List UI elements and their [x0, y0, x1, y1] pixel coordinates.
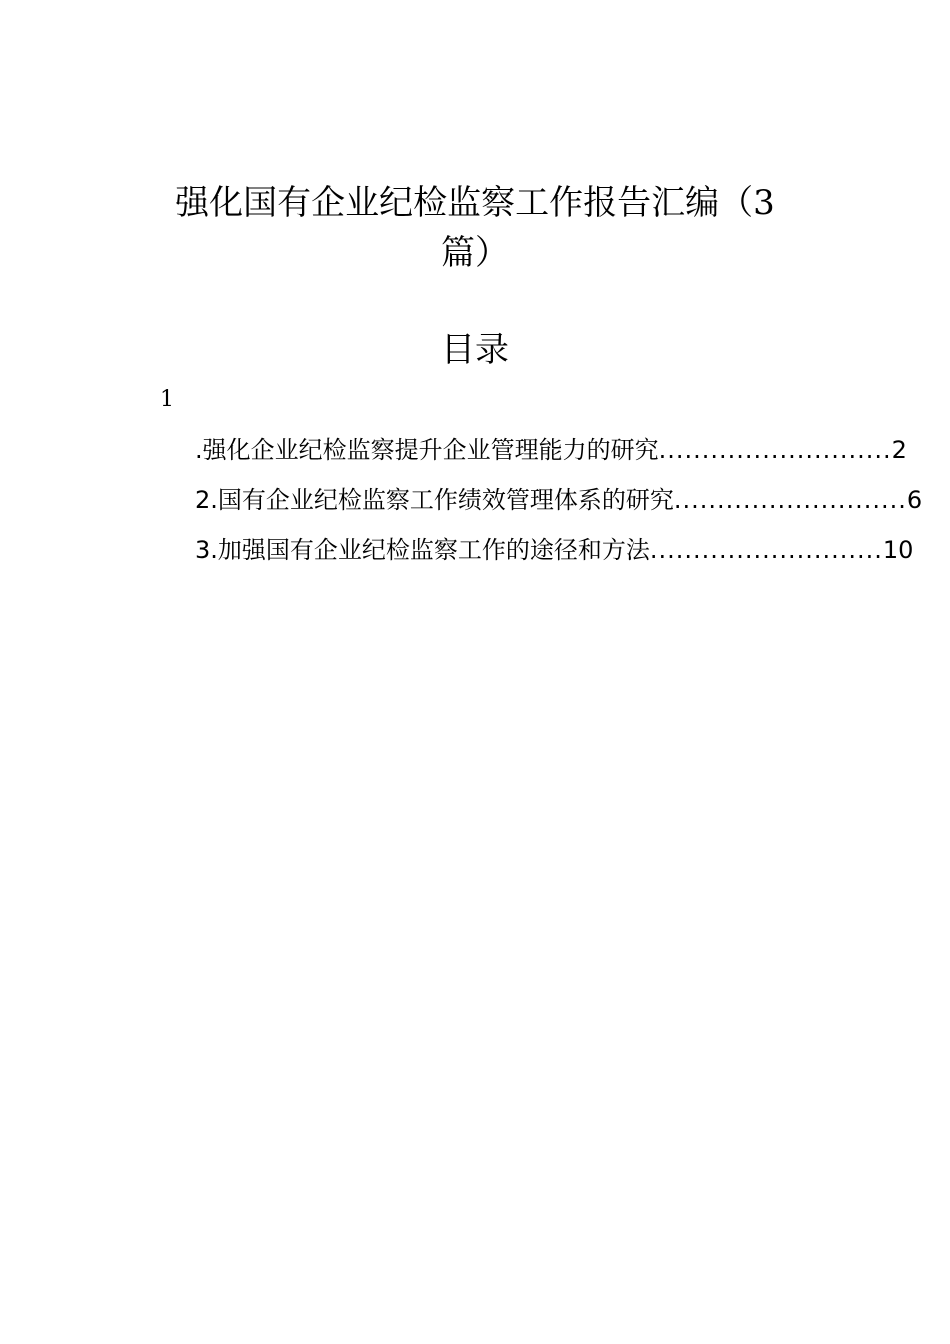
toc-entry-title: .强化企业纪检监察提升企业管理能力的研究	[195, 436, 659, 464]
title-line-2: 篇）	[441, 233, 509, 273]
toc-dot-leader: ...........................	[673, 486, 907, 514]
toc-entry-page: 6	[906, 486, 923, 514]
toc-entry-prefix: 3.	[195, 536, 218, 564]
table-of-contents	[195, 430, 923, 580]
toc-entry-title: 国有企业纪检监察工作绩效管理体系的研究	[217, 486, 674, 514]
toc-entry[interactable]	[195, 430, 907, 480]
toc-dot-leader: ...........................	[658, 436, 892, 464]
toc-entry[interactable]	[195, 530, 914, 580]
toc-entry-prefix: 2.	[195, 486, 218, 514]
toc-dot-leader: ...........................	[649, 536, 883, 564]
toc-heading: 目录	[441, 330, 509, 370]
toc-entry-page: 10	[882, 536, 914, 564]
title-count: 3	[753, 183, 775, 223]
toc-entry[interactable]	[195, 480, 923, 530]
list-number-marker: 1	[160, 387, 174, 412]
toc-entry-title: 加强国有企业纪检监察工作的途径和方法	[217, 536, 650, 564]
document-title	[150, 178, 800, 278]
toc-entry-page: 2	[891, 436, 907, 464]
title-line-1: 强化国有企业纪检监察工作报告汇编（	[175, 183, 754, 223]
